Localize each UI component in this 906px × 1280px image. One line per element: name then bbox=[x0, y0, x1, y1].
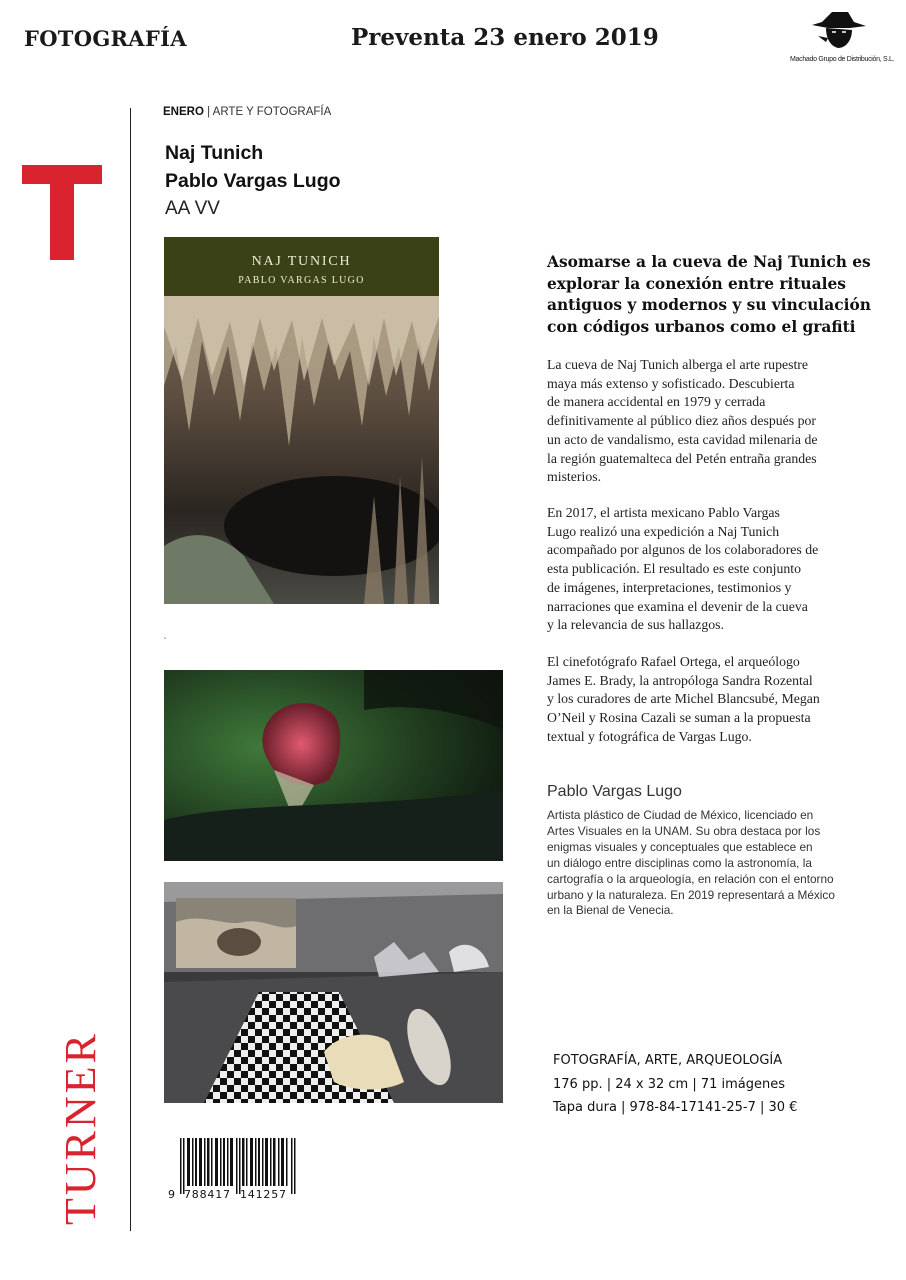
specs-binding-isbn-price: Tapa dura | 978-84-17141-25-7 | 30 € bbox=[553, 1100, 798, 1116]
kicker-category: | ARTE Y FOTOGRAFÍA bbox=[203, 106, 332, 118]
cave-photo-green bbox=[164, 670, 503, 861]
cover-author: PABLO VARGAS LUGO bbox=[238, 275, 365, 286]
cover-title: NAJ TUNICH bbox=[251, 254, 352, 269]
bio-line: un diálogo entre disciplinas como la astronomía, la bbox=[547, 855, 812, 870]
section-label: FOTOGRAFÍA bbox=[24, 26, 187, 51]
category-kicker bbox=[163, 106, 331, 118]
distributor-name: Machado Grupo de Distribución, S.L. bbox=[790, 56, 895, 63]
barcode-prefix: 9 bbox=[168, 1188, 176, 1201]
book-author: Pablo Vargas Lugo bbox=[165, 170, 341, 192]
paragraph-line: La cueva de Naj Tunich alberga el arte rupestre bbox=[547, 357, 809, 372]
paragraph-line: O’Neil y Rosina Cazali se suman a la propuesta bbox=[547, 710, 811, 726]
distributor-logo bbox=[790, 8, 895, 70]
book-cover bbox=[164, 237, 439, 604]
distributor-hat-icon bbox=[810, 8, 868, 56]
paragraph-2 bbox=[547, 504, 872, 635]
paragraph-line: un acto de vandalismo, esta cavidad milenaria de bbox=[547, 431, 818, 447]
kicker-month: ENERO bbox=[163, 106, 204, 118]
bio-line: cartografía o la arqueología, en relación con el entorno bbox=[547, 871, 834, 886]
paragraph-line: textual y fotográfica de Vargas Lugo. bbox=[547, 728, 752, 744]
cave-photo-green-image bbox=[164, 670, 503, 861]
dot-mark: ▪ bbox=[164, 636, 167, 642]
paragraph-line: misterios. bbox=[547, 469, 602, 485]
publisher-t-logo-icon bbox=[22, 165, 102, 260]
paragraph-line: y la relevancia de sus hallazgos. bbox=[547, 617, 724, 633]
paragraph-line: de manera accidental en 1979 y cerrada bbox=[547, 394, 766, 410]
bio-line: en la Bienal de Venecia. bbox=[547, 903, 674, 918]
bio-line: urbano y la naturaleza. En 2019 representará a México bbox=[547, 887, 835, 902]
paragraph-line: James E. Brady, la antropóloga Sandra Rozental bbox=[547, 672, 813, 688]
isbn-barcode bbox=[168, 1138, 304, 1202]
column-divider bbox=[130, 108, 131, 1231]
paragraph-line: y los curadores de arte Michel Blancsubé, Megan bbox=[547, 691, 820, 707]
paragraph-1 bbox=[547, 356, 872, 487]
bio-line: enigmas visuales y conceptuales que establece en bbox=[547, 839, 813, 854]
paragraph-line: la región guatemalteca del Petén entraña grandes bbox=[547, 450, 817, 466]
author-bio bbox=[547, 808, 877, 919]
author-heading: Pablo Vargas Lugo bbox=[547, 783, 682, 800]
specs-subjects: FOTOGRAFÍA, ARTE, ARQUEOLOGÍA bbox=[553, 1053, 783, 1068]
paragraph-line: narraciones que examina el devenir de la cueva bbox=[547, 598, 808, 614]
lead-line: antiguos y modernos y su vinculación bbox=[547, 296, 871, 314]
book-contributors: AA VV bbox=[165, 198, 220, 219]
book-title: Naj Tunich bbox=[165, 142, 264, 164]
paragraph-line: En 2017, el artista mexicano Pablo Vargas bbox=[547, 505, 780, 520]
barcode-group-2: 141257 bbox=[240, 1188, 287, 1201]
cover-cave-image bbox=[164, 296, 439, 604]
specs-format: 176 pp. | 24 x 32 cm | 71 imágenes bbox=[553, 1076, 786, 1092]
paragraph-line: de imágenes, interpretaciones, testimonios y bbox=[547, 579, 792, 595]
paragraph-3 bbox=[547, 653, 872, 747]
exhibition-photo bbox=[164, 882, 503, 1103]
paragraph-line: El cinefotógrafo Rafael Ortega, el arqueólogo bbox=[547, 654, 800, 669]
book-specs bbox=[553, 1049, 797, 1120]
paragraph-line: acompañado por algunos de los colaboradores de bbox=[547, 542, 819, 558]
barcode-group-1: 788417 bbox=[184, 1188, 231, 1201]
barcode-icon bbox=[180, 1138, 300, 1194]
lead-line: Asomarse a la cueva de Naj Tunich es bbox=[547, 253, 871, 271]
paragraph-line: Lugo realizó una expedición a Naj Tunich bbox=[547, 523, 780, 539]
paragraph-line: maya más extenso y sofisticado. Descubierta bbox=[547, 375, 795, 391]
publisher-name: TURNER bbox=[56, 1031, 105, 1225]
paragraph-line: esta publicación. El resultado es este conjunto bbox=[547, 561, 802, 577]
presale-date: Preventa 23 enero 2019 bbox=[351, 24, 659, 51]
lead-line: con códigos urbanos como el grafiti bbox=[547, 317, 856, 336]
bio-line: Artes Visuales en la UNAM. Su obra destaca por los bbox=[547, 823, 821, 838]
paragraph-line: definitivamente al público diez años después por bbox=[547, 413, 816, 429]
bio-line: Artista plástico de Ciudad de México, licenciado en bbox=[547, 808, 814, 822]
lead-line: explorar la conexión entre rituales bbox=[547, 274, 846, 293]
exhibition-photo-image bbox=[164, 882, 503, 1103]
lead-text bbox=[547, 252, 877, 338]
